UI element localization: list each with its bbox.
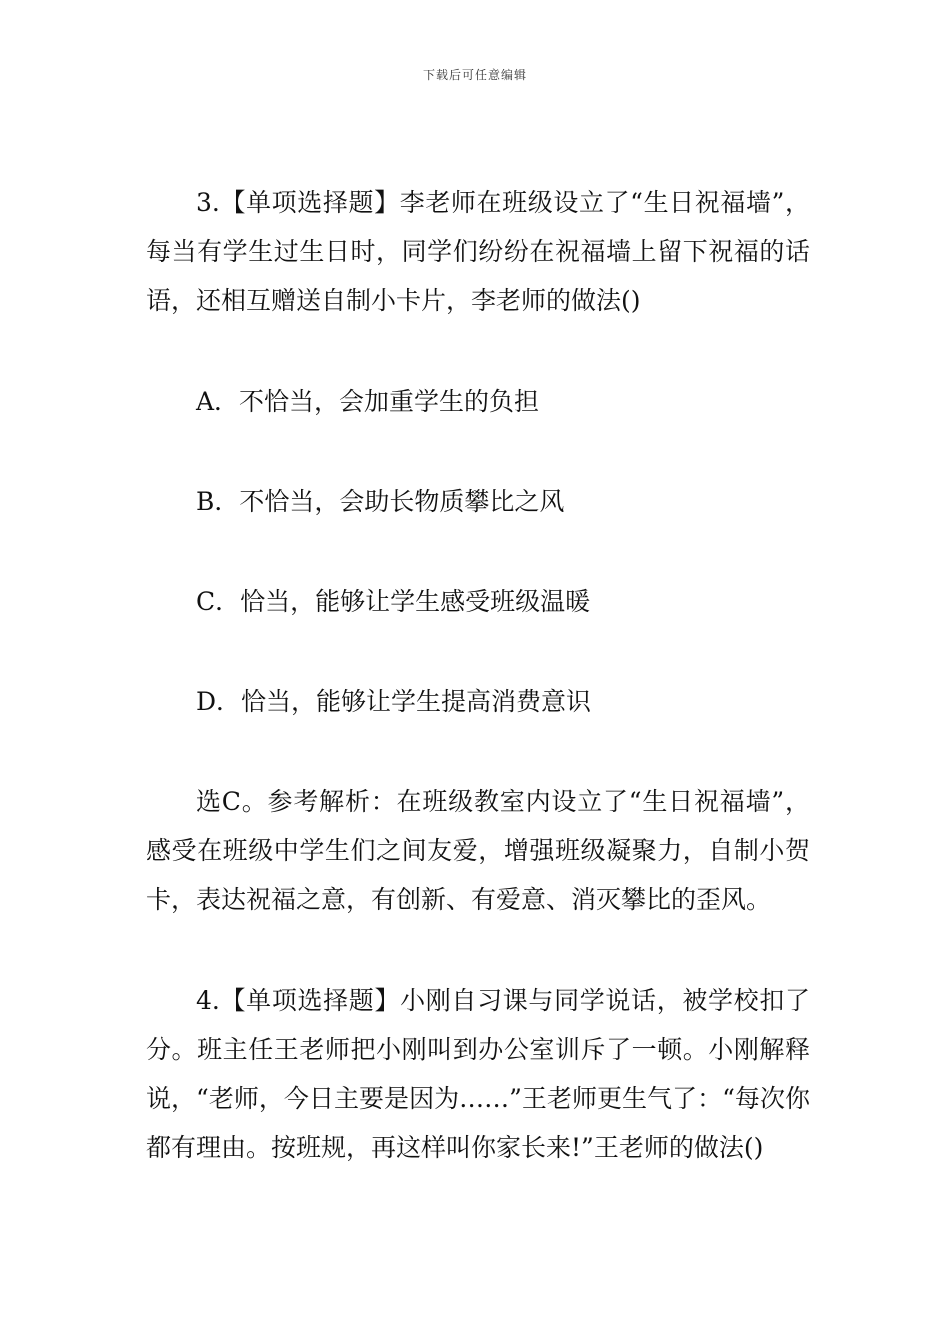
question-3-option-a: A．不恰当，会加重学生的负担 bbox=[196, 387, 540, 416]
question-3-option-b: B．不恰当，会助长物质攀比之风 bbox=[196, 487, 565, 516]
question-3-option-c: C．恰当，能够让学生感受班级温暖 bbox=[196, 587, 591, 616]
page-header: 下载后可任意编辑 bbox=[422, 68, 527, 82]
question-4-stem: 4.【单项选择题】小刚自习课与同学说话，被学校扣了分。班主任王老师把小刚叫到办公室训斥了一顿。小刚解释说，“老师，今日主要是因为……”王老师更生气了：“每次你都有理由。按班规，再这样叫你家长来!”王老师的做法() bbox=[146, 986, 810, 1162]
question-3-analysis: 选C。参考解析：在班级教室内设立了“生日祝福墙”，感受在班级中学生们之间友爱，增强班级凝聚力，自制小贺卡，表达祝福之意，有创新、有爱意、消灭攀比的歪风。 bbox=[146, 787, 810, 914]
question-3-option-d: D．恰当，能够让学生提高消费意识 bbox=[196, 687, 592, 716]
document-body bbox=[146, 178, 810, 1172]
question-3-stem: 3.【单项选择题】李老师在班级设立了“生日祝福墙”，每当有学生过生日时，同学们纷纷在祝福墙上留下祝福的话语，还相互赠送自制小卡片，李老师的做法() bbox=[146, 188, 810, 315]
